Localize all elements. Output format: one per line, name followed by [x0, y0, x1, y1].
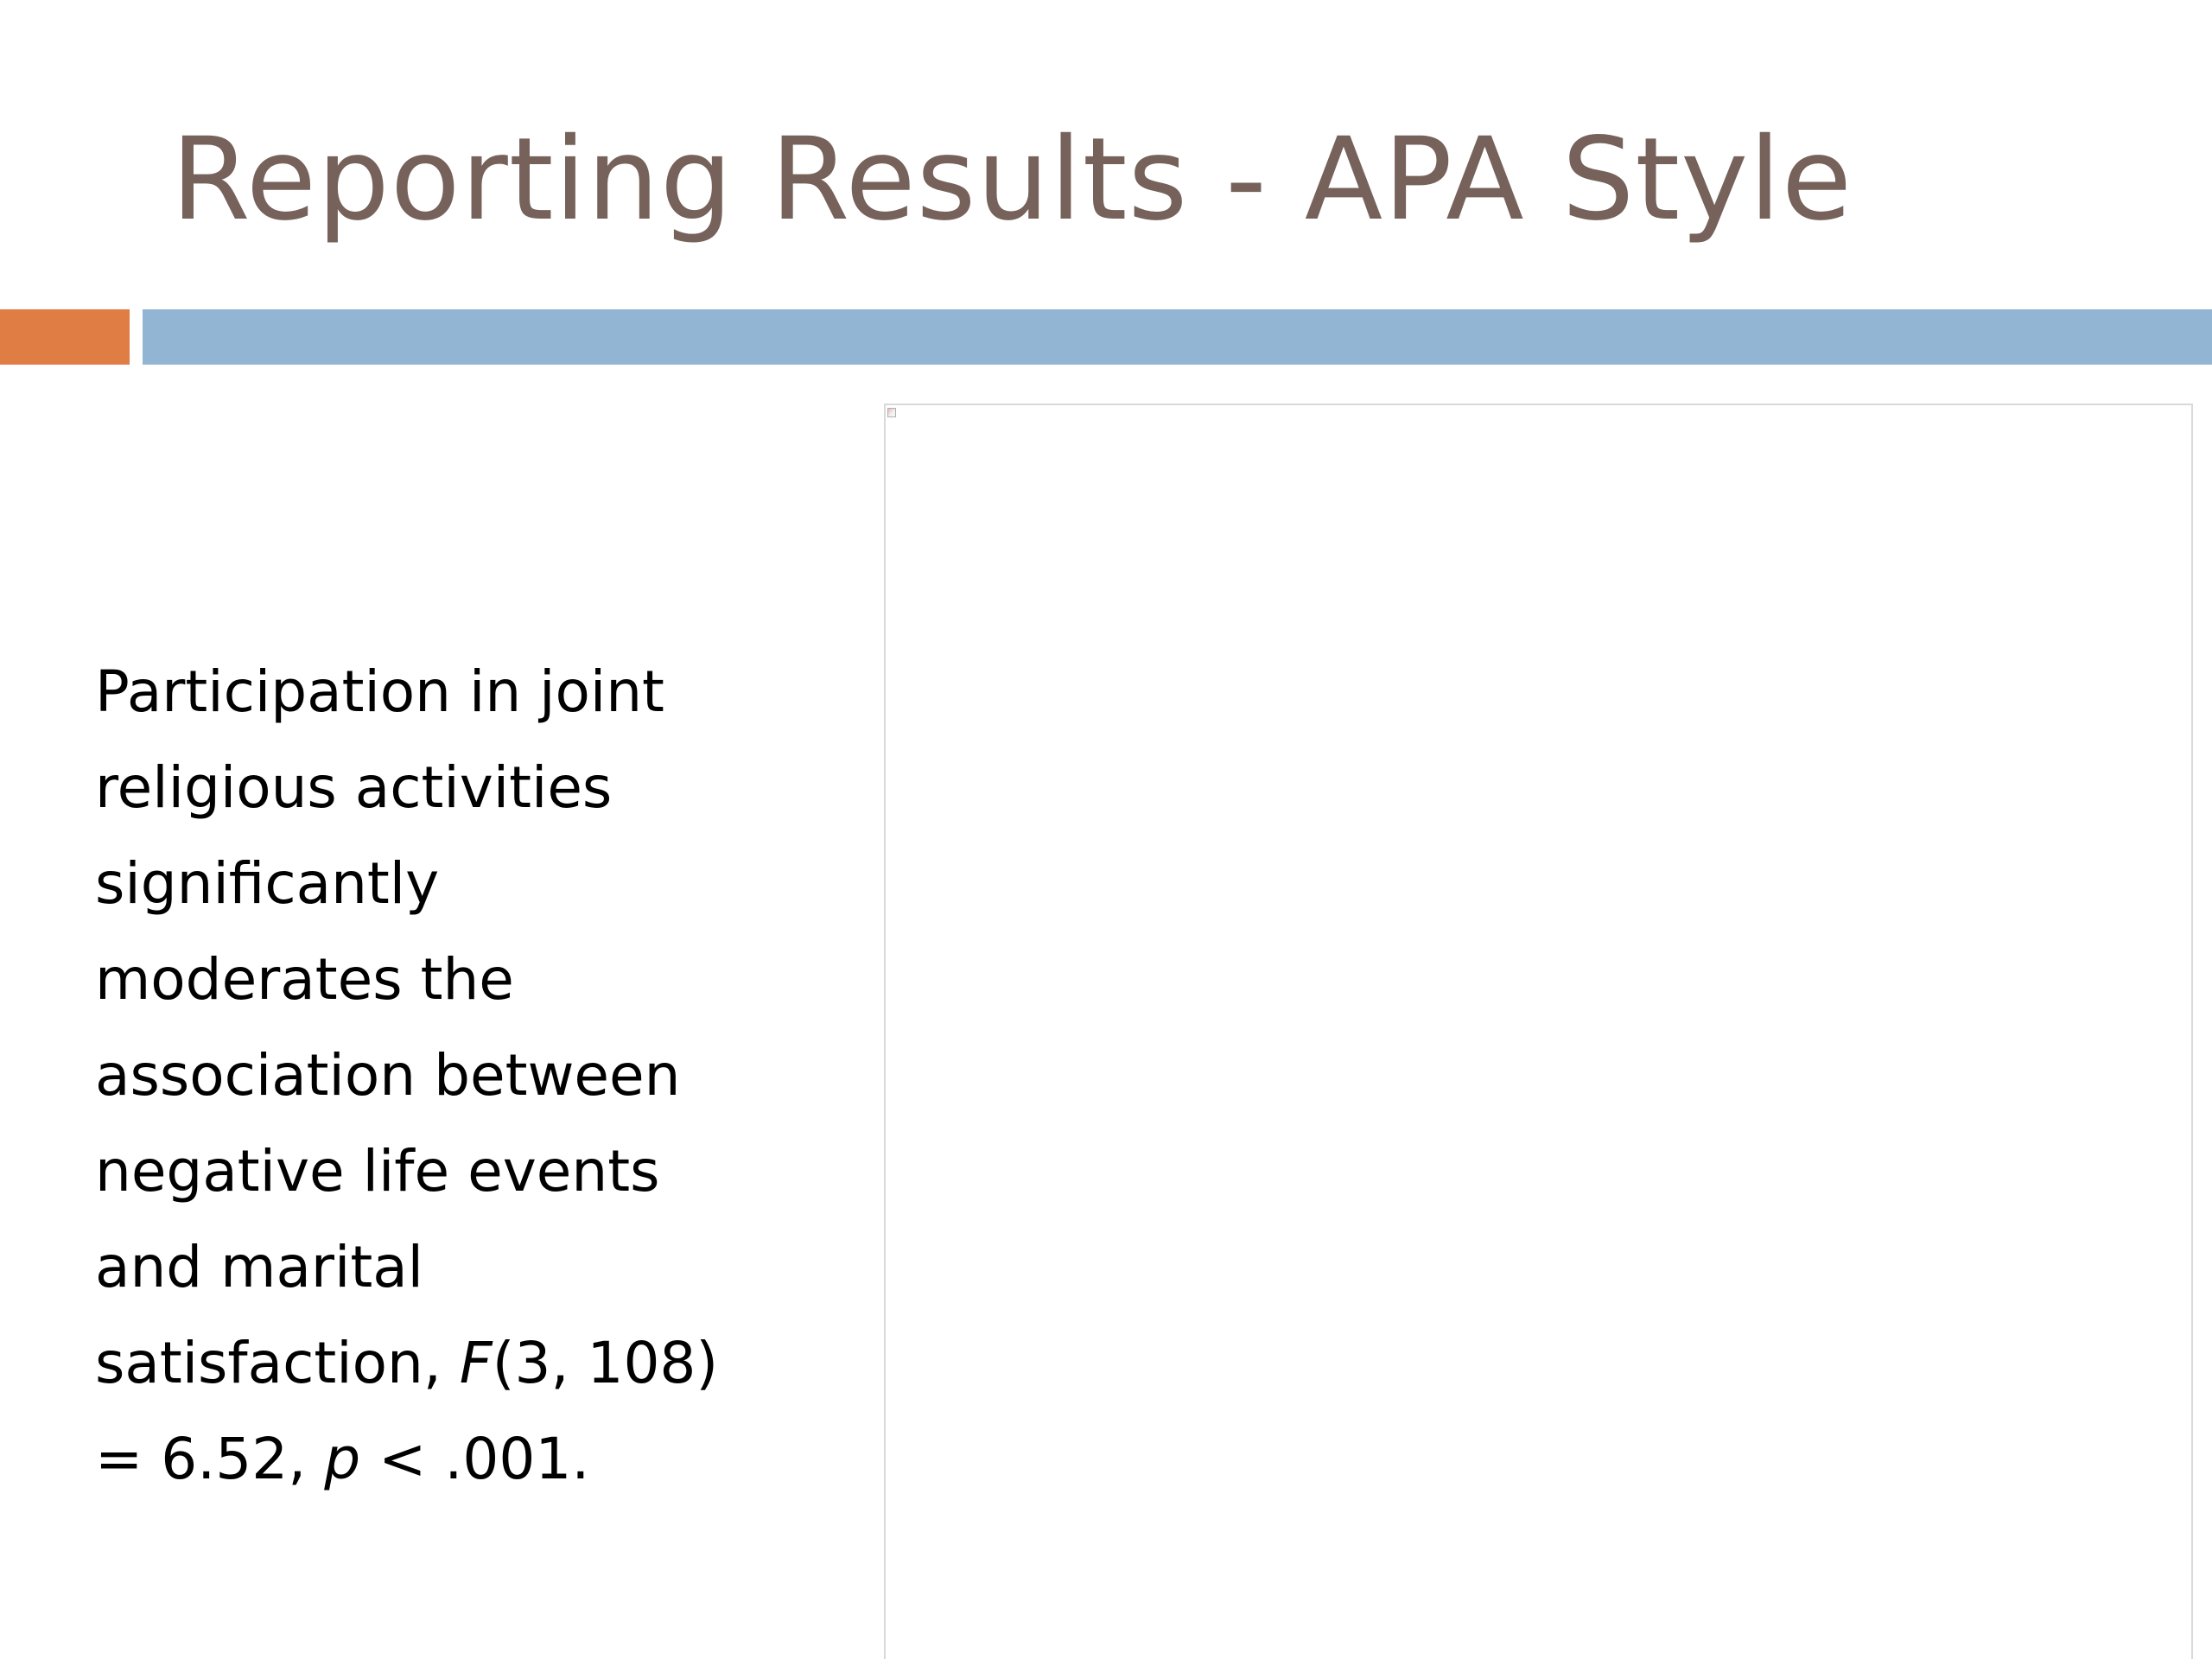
- body-line: significantly: [95, 850, 440, 917]
- degrees-of-freedom: (3, 108): [492, 1330, 719, 1396]
- accent-band: [0, 309, 130, 365]
- f-value: = 6.52,: [95, 1426, 325, 1492]
- body-line: satisfaction,: [95, 1330, 460, 1396]
- body-line: and marital: [95, 1234, 424, 1300]
- body-line: moderates the: [95, 946, 514, 1013]
- title-underline-band: [143, 309, 2212, 365]
- body-line: religious activities: [95, 754, 613, 821]
- image-placeholder: [884, 404, 2193, 1659]
- body-line: negative life events: [95, 1138, 660, 1205]
- broken-image-icon: [887, 408, 896, 417]
- body-text: [95, 644, 847, 1507]
- slide-title: Reporting Results - APA Style: [171, 113, 1853, 246]
- p-value-symbol: p: [324, 1426, 361, 1492]
- p-value: < .001.: [360, 1426, 590, 1492]
- body-line: association between: [95, 1042, 681, 1109]
- f-statistic-symbol: F: [459, 1330, 493, 1396]
- body-line: Participation in joint: [95, 658, 664, 725]
